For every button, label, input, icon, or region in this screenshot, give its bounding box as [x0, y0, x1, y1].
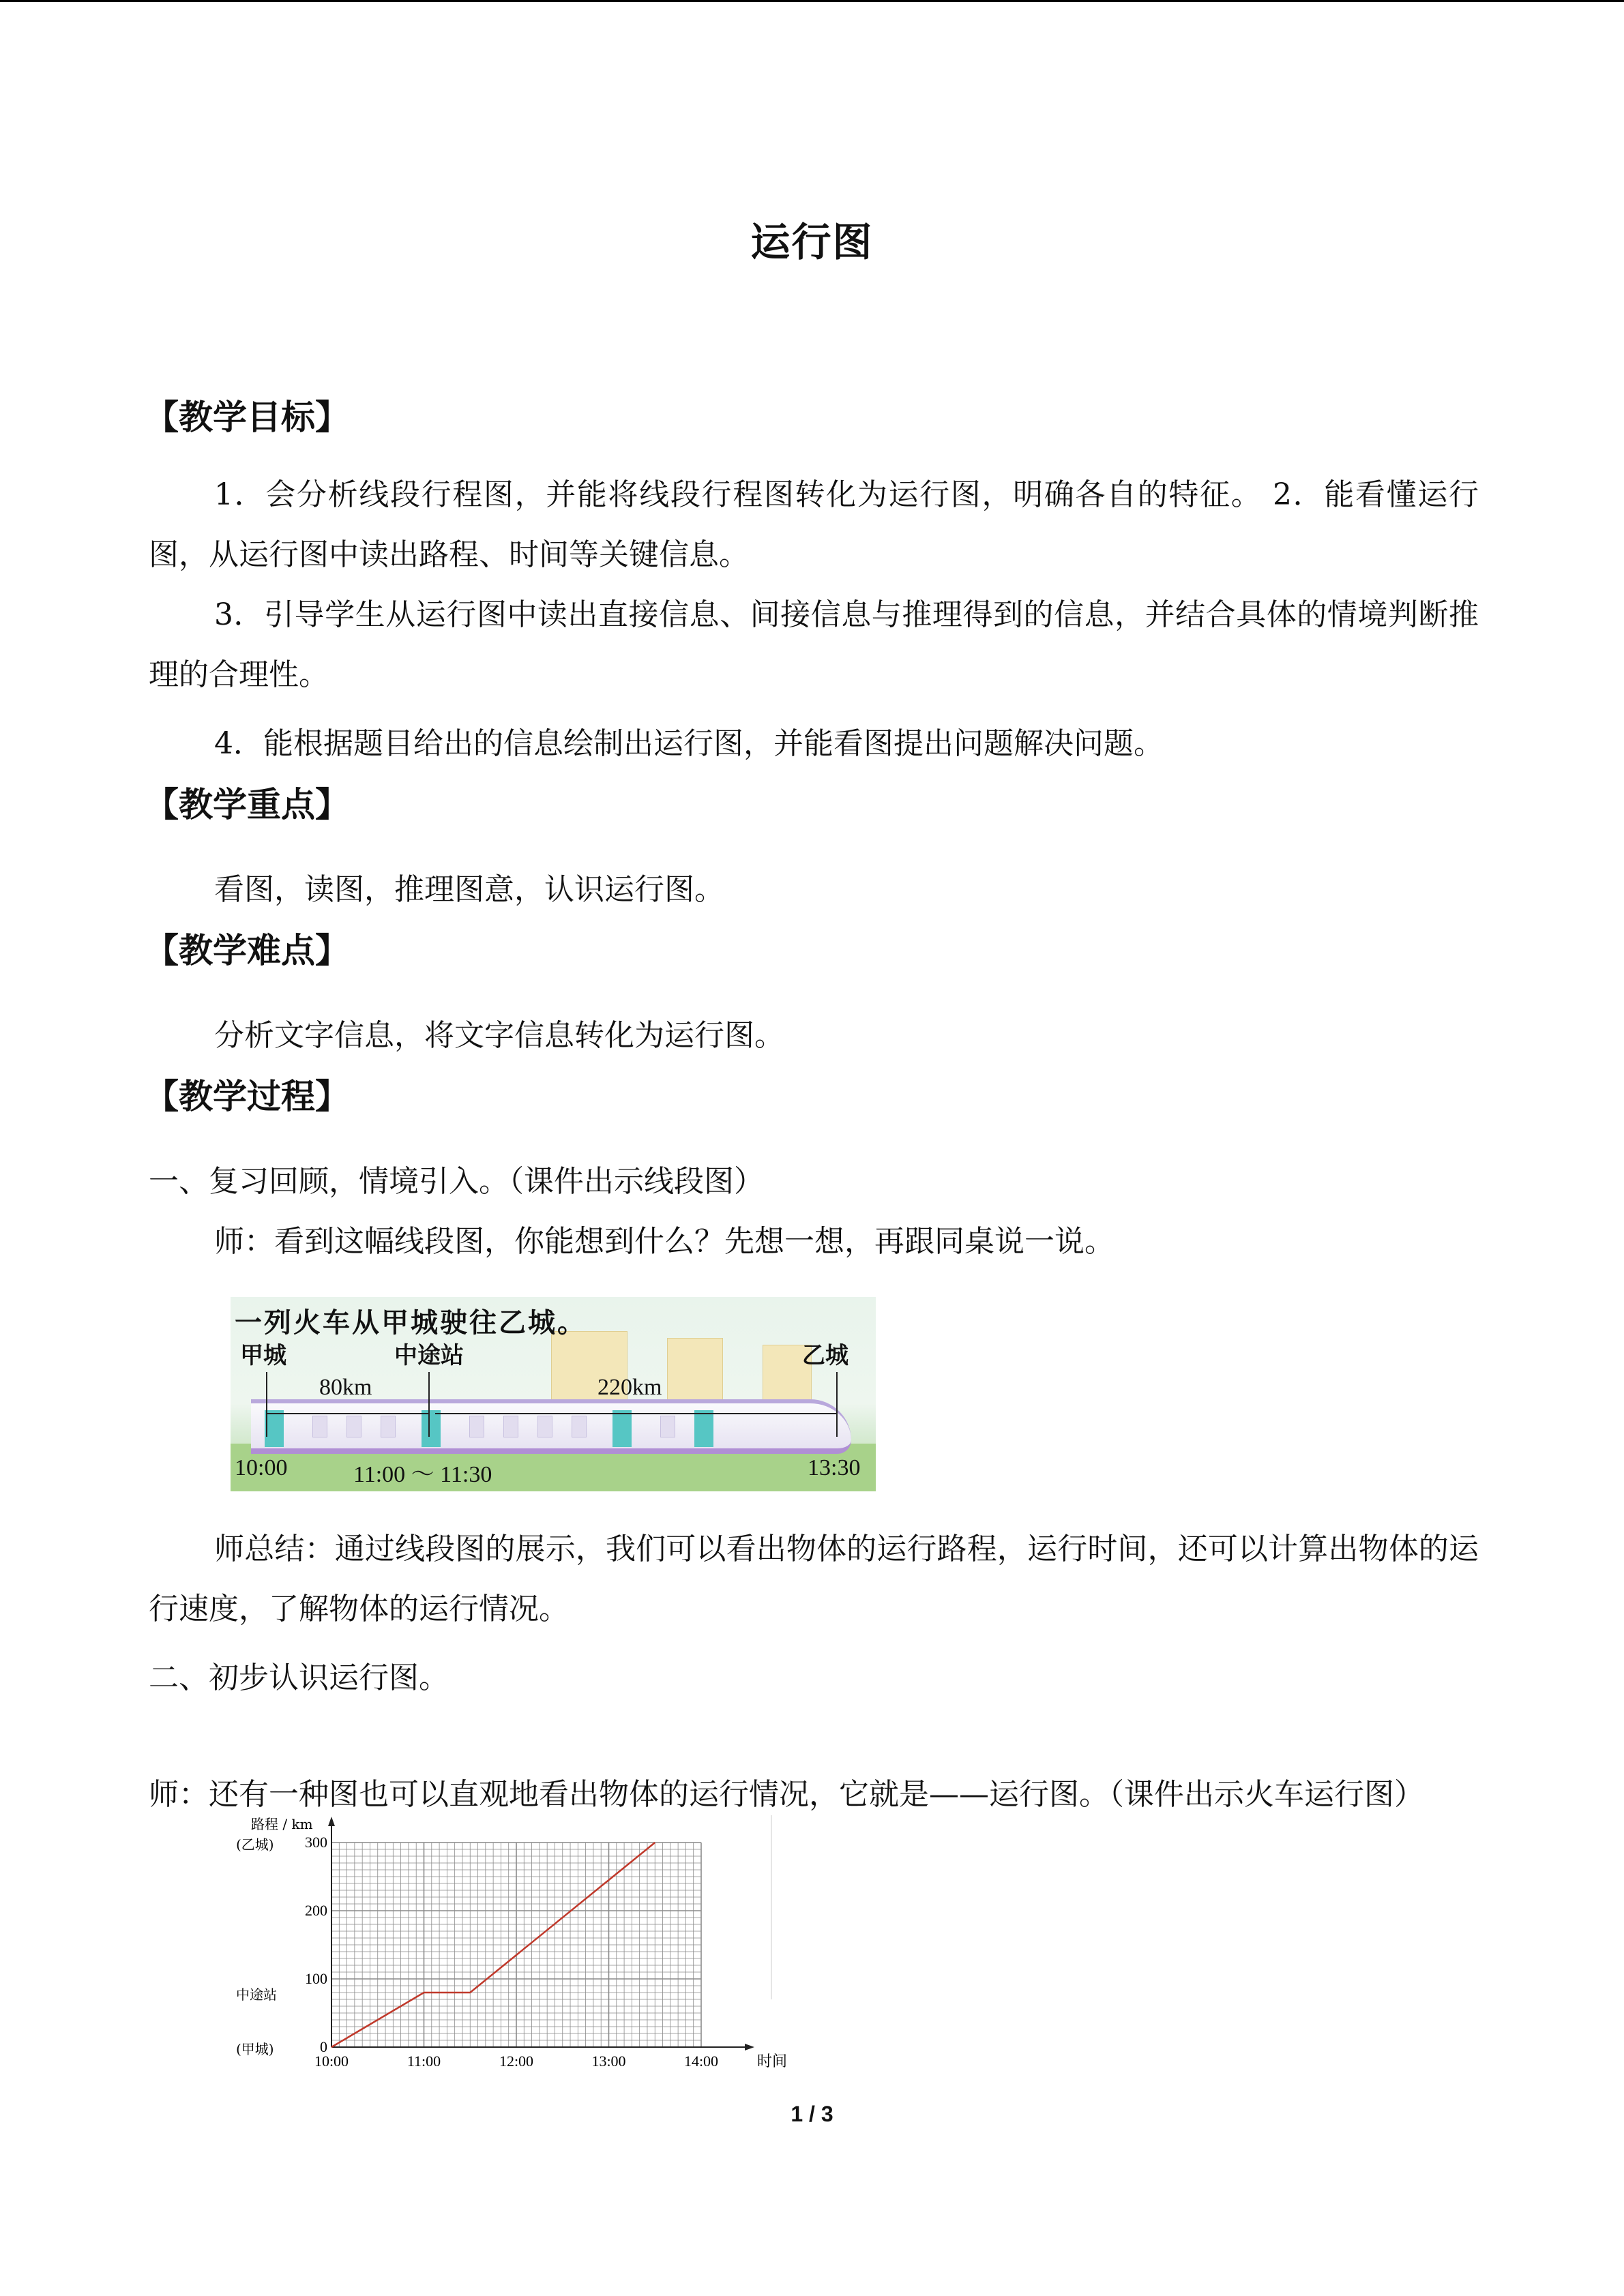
- time-end: 13:30: [808, 1455, 861, 1480]
- label-start-city: 甲城: [240, 1342, 286, 1369]
- train-window: [312, 1416, 327, 1437]
- key-points-text: 看图，读图，推理图意，认识运行图。: [214, 872, 724, 907]
- train-window: [660, 1416, 675, 1437]
- train-picture: [251, 1399, 851, 1454]
- train-window: [503, 1416, 518, 1437]
- distance-arrow-2: [435, 1413, 836, 1414]
- distance-2: 220km: [597, 1375, 662, 1400]
- train-window: [381, 1416, 396, 1437]
- page-number: 1 / 3: [791, 2102, 833, 2126]
- train-door: [422, 1410, 441, 1447]
- train-door: [694, 1410, 713, 1447]
- train-door: [265, 1410, 284, 1447]
- heading-key-points: 【教学重点】: [145, 784, 349, 824]
- objective-3: 3．引导学生从运行图中读出直接信息、间接信息与推理得到的信息，并结合具体的情境判断推理的合理性。: [149, 597, 1479, 692]
- train-operation-chart: [224, 1811, 797, 2084]
- label-midway-station: 中途站: [394, 1342, 464, 1369]
- train-door: [612, 1410, 632, 1447]
- y-tick-label: 300: [305, 1834, 327, 1851]
- x-tick-label: 12:00: [499, 2053, 534, 2070]
- objective-1: 1．会分析线段行程图，并能将线段行程图转化为运行图，明确各自的特征。 2．能看懂运行图，从运行图中读出路程、时间等关键信息。: [149, 477, 1479, 572]
- distance-arrow-1: [267, 1413, 428, 1414]
- chart-svg: [224, 1811, 797, 2084]
- y-annotation: 中途站: [236, 1986, 277, 2003]
- train-window: [346, 1416, 361, 1437]
- time-mid: 11:00 ～ 11:30: [353, 1462, 492, 1487]
- y-tick-label: 200: [305, 1902, 327, 1919]
- train-window: [469, 1416, 484, 1437]
- distance-1: 80km: [319, 1375, 372, 1400]
- y-axis-label: 路程 / km: [251, 1816, 313, 1832]
- train-window: [537, 1416, 552, 1437]
- marker-end: [836, 1372, 838, 1437]
- y-annotation: (甲城): [236, 2041, 274, 2057]
- illustration-caption: 一列火车从甲城驶往乙城。: [235, 1307, 587, 1339]
- heading-process: 【教学过程】: [145, 1076, 349, 1116]
- heading-objectives: 【教学目标】: [145, 397, 349, 437]
- x-axis-arrow: [745, 2044, 754, 2051]
- x-tick-label: 11:00: [407, 2053, 441, 2070]
- teacher-statement-2: 师：还有一种图也可以直观地看出物体的运行情况，它就是——运行图。（课件出示火车运行图）: [149, 1777, 1424, 1812]
- difficulties-text: 分析文字信息，将文字信息转化为运行图。: [214, 1018, 784, 1053]
- x-tick-label: 13:00: [591, 2053, 626, 2070]
- y-tick-label: 100: [305, 1970, 327, 1987]
- x-axis-label: 时间: [757, 2053, 788, 2070]
- y-axis-arrow: [328, 1817, 335, 1826]
- process-step-1: 一、复习回顾，情境引入。（课件出示线段图）: [149, 1164, 764, 1199]
- building: [667, 1338, 723, 1401]
- x-tick-label: 10:00: [314, 2053, 349, 2070]
- process-step-2: 二、初步认识运行图。: [149, 1660, 449, 1695]
- time-start: 10:00: [235, 1455, 288, 1480]
- teacher-question-1: 师：看到这幅线段图，你能想到什么？先想一想，再跟同桌说一说。: [214, 1224, 1114, 1259]
- marker-start: [266, 1372, 267, 1437]
- teacher-summary: 师总结：通过线段图的展示，我们可以看出物体的运行路程，运行时间，还可以计算出物体的运行速度，了解物体的运行情况。: [149, 1532, 1479, 1626]
- x-tick-label: 14:00: [683, 2053, 719, 2070]
- y-annotation: (乙城): [236, 1836, 274, 1853]
- page-title: 运行图: [750, 219, 874, 265]
- train-window: [572, 1416, 587, 1437]
- y-tick-label: 0: [320, 2038, 327, 2055]
- label-end-city: 乙城: [802, 1342, 848, 1369]
- objective-4: 4．能根据题目给出的信息绘制出运行图，并能看图提出问题解决问题。: [214, 726, 1164, 761]
- heading-difficulties: 【教学难点】: [145, 930, 349, 970]
- marker-mid: [428, 1372, 430, 1437]
- train-segment-illustration: [231, 1297, 876, 1491]
